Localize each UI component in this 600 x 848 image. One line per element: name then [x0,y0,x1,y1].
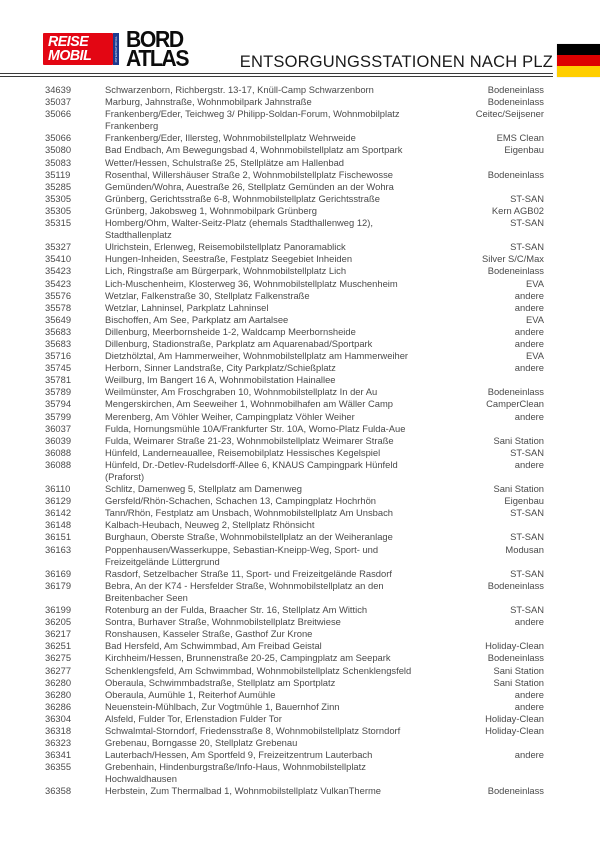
table-row [45,616,544,628]
table-row [45,640,544,652]
table-row [45,628,544,640]
type-cell: ST-SAN [510,446,544,458]
type-cell: Bodeneinlass [487,652,544,664]
type-cell: Silver S/C/Max [482,253,544,265]
location-cell: Bebra, An der K74 - Hersfelder Straße, Wohnmobilstellplatz an den Breitenbacher Seen [105,579,384,603]
type-cell: ST-SAN [510,604,544,616]
table-row [45,652,544,664]
location-cell: Oberaula, Schwimmbadstraße, Stellplatz am Sportplatz [105,676,336,688]
location-cell: Frankenberg/Eder, Teichweg 3/ Philipp-Soldan-Forum, Wohnmobilplatz Frankenberg [105,108,400,132]
plz-cell: 35789 [45,386,72,398]
location-cell: Sontra, Burhaver Straße, Wohnmobilstellplatz Breitwiese [105,616,341,628]
table-row [45,423,544,435]
table-row [45,398,544,410]
table-row [45,314,544,326]
plz-cell: 35576 [45,289,72,301]
type-cell: Holiday-Clean [485,724,544,736]
location-cell: Schwarzenborn, Richbergstr. 13-17, Knüll-Camp Schwarzenborn [105,84,374,95]
table-row [45,495,544,507]
type-cell: ST-SAN [510,241,544,253]
table-row [45,761,544,785]
table-row [45,362,544,374]
plz-cell: 35423 [45,265,72,277]
location-cell: Kirchheim/Hessen, Brunnenstraße 20-25, Campingplatz am Seepark [105,652,391,664]
type-cell: andere [514,325,544,337]
location-cell: Grebenau, Borngasse 20, Stellplatz Grebenau [105,737,298,749]
location-cell: Frankenberg/Eder, Illersteg, Wohnmobilstellplatz Wehrweide [105,132,356,144]
plz-cell: 36358 [45,785,72,797]
plz-cell: 36088 [45,446,72,458]
plz-cell: 36199 [45,604,72,616]
location-cell: Wetzlar, Lahninsel, Parkplatz Lahninsel [105,301,269,313]
location-cell: Lich-Muschenheim, Klosterweg 36, Wohnmobilstellplatz Muschenheim [105,277,398,289]
plz-cell: 35745 [45,362,72,374]
location-cell: Weilmünster, Am Froschgraben 10, Wohnmobilstellplatz In der Au [105,386,378,398]
plz-cell: 36280 [45,676,72,688]
table-row [45,374,544,386]
type-cell: EMS Clean [496,132,544,144]
plz-cell: 36088 [45,458,72,470]
location-cell: Fulda, Hornungsmühle 10A/Frankfurter Str. 10A, Womo-Platz Fulda-Aue [105,422,406,434]
plz-cell: 35083 [45,156,72,168]
plz-cell: 35305 [45,192,72,204]
table-row [45,326,544,338]
bordatlas-logo [126,26,193,71]
table-row [45,459,544,483]
type-cell: andere [514,700,544,712]
type-cell: andere [514,688,544,700]
location-cell: Wetzlar, Falkenstraße 30, Stellplatz Falkenstraße [105,289,310,301]
plz-cell: 36323 [45,737,72,749]
location-cell: Fulda, Weimarer Straße 21-23, Wohnmobilstellplatz Weimarer Straße [105,434,394,446]
type-cell: Bodeneinlass [487,785,544,797]
plz-cell: 36304 [45,712,72,724]
table-row [45,302,544,314]
plz-cell: 35305 [45,204,72,216]
plz-cell: 36169 [45,567,72,579]
table-row [45,785,544,797]
plz-cell: 36148 [45,519,72,531]
plz-cell: 36286 [45,700,72,712]
table-row [45,278,544,290]
location-cell: Gemünden/Wohra, Auestraße 26, Stellplatz Gemünden an der Wohra [105,180,394,192]
type-cell: Bodeneinlass [487,84,544,95]
plz-cell: 35066 [45,108,72,120]
location-cell: Hünfeld, Dr.-Detlev-Rudelsdorff-Allee 6, KNAUS Campingpark Hünfeld (Praforst) [105,458,398,482]
plz-cell: 35799 [45,410,72,422]
plz-cell: 35315 [45,217,72,229]
location-cell: Bischoffen, Am See, Parkplatz am Aartalsee [105,313,289,325]
location-cell: Poppenhausen/Wasserkuppe, Sebastian-Kneipp-Weg, Sport- und Freizeitgelände Lüttergrund [105,543,379,567]
location-cell: Hünfeld, Landerneauallee, Reisemobilplatz Hessisches Kegelspiel [105,446,381,458]
header-double-rule [0,73,553,77]
location-cell: Grünberg, Jakobsweg 1, Wohnmobilpark Grünberg [105,204,317,216]
type-cell: Ceitec/Seijsener [475,108,544,120]
table-row [45,169,544,181]
table-row [45,338,544,350]
type-cell: andere [514,337,544,349]
location-cell: Herborn, Sinner Landstraße, City Parkplatz/Schießplatz [105,362,336,374]
type-cell: Sani Station [493,483,544,495]
type-cell: Sani Station [493,434,544,446]
plz-cell: 36179 [45,579,72,591]
plz-cell: 35327 [45,241,72,253]
reisemobil-logo-line2: MOBIL [48,48,92,64]
international-ribbon-label: INTERNATIONAL [113,35,118,63]
location-cell: Schwalmtal-Storndorf, Friedensstraße 8, Wohnmobilstellplatz Storndorf [105,724,401,736]
location-cell: Kalbach-Heubach, Neuweg 2, Stellplatz Rhönsicht [105,519,315,531]
table-row [45,713,544,725]
plz-cell: 36318 [45,724,72,736]
type-cell: EVA [525,277,544,289]
table-row [45,568,544,580]
type-cell: Bodeneinlass [487,386,544,398]
table-row [45,290,544,302]
page-header [0,0,600,84]
plz-cell: 36110 [45,483,71,495]
location-cell: Weilburg, Im Bangert 16 A, Wohnmobilstation Hainallee [105,374,336,386]
type-cell: andere [514,301,544,313]
type-cell: ST-SAN [510,217,544,229]
plz-cell: 36251 [45,640,72,652]
location-cell: Dillenburg, Meerbornsheide 1-2, Waldcamp Meerbornsheide [105,325,356,337]
table-row [45,447,544,459]
type-cell: Eigenbau [504,495,544,507]
location-cell: Merenberg, Am Vöhler Weiher, Campingplatz Vöhler Weiher [105,410,355,422]
location-cell: Gersfeld/Rhön-Schachen, Schachen 13, Campingplatz Hochrhön [105,495,376,507]
logo-group [43,26,193,71]
reisemobil-logo-line1: REISE [48,34,89,50]
table-row [45,350,544,362]
plz-cell: 36039 [45,434,72,446]
table-row [45,193,544,205]
table-row [45,483,544,495]
location-cell: Schlitz, Damenweg 5, Stellplatz am Damenweg [105,483,302,495]
location-cell: Wetter/Hessen, Schulstraße 25, Stellplätze am Hallenbad [105,156,345,168]
plz-cell: 36037 [45,422,72,434]
plz-cell: 35037 [45,96,72,108]
plz-cell: 36151 [45,531,72,543]
type-cell: Bodeneinlass [487,579,544,591]
plz-cell: 36355 [45,761,72,773]
plz-cell: 36163 [45,543,72,555]
station-table [45,84,544,798]
plz-cell: 35066 [45,132,72,144]
location-cell: Rosenthal, Willershäuser Straße 2, Wohnmobilstellplatz Fischewosse [105,168,393,180]
table-row [45,205,544,217]
table-row [45,132,544,144]
type-cell: Bodeneinlass [487,96,544,108]
table-row [45,157,544,169]
plz-cell: 36205 [45,616,72,628]
table-row [45,604,544,616]
flag-stripe-gold [557,66,600,77]
table-row [45,84,544,96]
table-row [45,689,544,701]
location-cell: Homberg/Ohm, Walter-Seitz-Platz (ehemals Stadthallenweg 12), Stadthallenplatz [105,217,373,241]
bordatlas-logo-line1: BORD [126,26,183,52]
reisemobil-logo [43,33,113,65]
type-cell: Sani Station [493,664,544,676]
type-cell: EVA [525,313,544,325]
table-row [45,531,544,543]
table-row [45,701,544,713]
type-cell: Bodeneinlass [487,168,544,180]
table-row [45,507,544,519]
table-row [45,737,544,749]
location-cell: Alsfeld, Fulder Tor, Erlenstadion Fulder Tor [105,712,282,724]
location-cell: Marburg, Jahnstraße, Wohnmobilpark Jahnstraße [105,96,312,108]
table-row [45,519,544,531]
table-row [45,144,544,156]
table-row [45,108,544,132]
location-cell: Rotenburg an der Fulda, Braacher Str. 16, Stellplatz Am Wittich [105,604,368,616]
type-cell: Eigenbau [504,144,544,156]
table-row [45,435,544,447]
plz-cell: 35119 [45,168,71,180]
location-cell: Herbstein, Zum Thermalbad 1, Wohnmobilstellplatz VulkanTherme [105,785,381,797]
table-row [45,96,544,108]
bordatlas-logo-line2: ATLAS [126,45,189,71]
table-row [45,544,544,568]
location-cell: Schenklengsfeld, Am Schwimmbad, Wohnmobilstellplatz Schenklengsfeld [105,664,412,676]
plz-cell: 35423 [45,277,72,289]
location-cell: Bad Hersfeld, Am Schwimmbad, Am Freibad Geistal [105,640,322,652]
table-row [45,217,544,241]
type-cell: Kern AGB02 [491,204,544,216]
table-row [45,241,544,253]
type-cell: ST-SAN [510,567,544,579]
type-cell: andere [514,362,544,374]
location-cell: Grünberg, Gerichtsstraße 6-8, Wohnmobilstellplatz Gerichtsstraße [105,192,380,204]
table-row [45,677,544,689]
table-row [45,580,544,604]
plz-cell: 36275 [45,652,72,664]
plz-cell: 36217 [45,628,72,640]
type-cell: Bodeneinlass [487,265,544,277]
type-cell: EVA [525,350,544,362]
plz-cell: 36341 [45,749,72,761]
location-cell: Grebenhain, Hindenburgstraße/Info-Haus, Wohnmobilstellplatz Hochwaldhausen [105,761,366,785]
page-title: ENTSORGUNGSSTATIONEN NACH PLZ [239,53,553,71]
location-cell: Rasdorf, Setzelbacher Straße 11, Sport- und Freizeitgelände Rasdorf [105,567,392,579]
plz-cell: 36142 [45,507,72,519]
table-row [45,665,544,677]
type-cell: ST-SAN [510,192,544,204]
flag-stripe-red [557,55,600,66]
location-cell: Oberaula, Aumühle 1, Reiterhof Aumühle [105,688,276,700]
table-row [45,386,544,398]
type-cell: andere [514,289,544,301]
table-row [45,181,544,193]
plz-cell: 35649 [45,313,72,325]
plz-cell: 35683 [45,337,72,349]
plz-cell: 35683 [45,325,72,337]
location-cell: Lich, Ringstraße am Bürgerpark, Wohnmobilstellplatz Lich [105,265,347,277]
type-cell: Holiday-Clean [485,640,544,652]
location-cell: Hungen-Inheiden, Seestraße, Festplatz Seegebiet Inheiden [105,253,353,265]
location-cell: Mengerskirchen, Am Seeweiher 1, Wohnmobilhafen am Wäller Camp [105,398,393,410]
table-row [45,725,544,737]
location-cell: Ronshausen, Kasseler Straße, Gasthof Zur Krone [105,628,313,640]
type-cell: CamperClean [486,398,544,410]
type-cell: Sani Station [493,676,544,688]
table-row [45,411,544,423]
table-row [45,265,544,277]
flag-stripe-black [557,44,600,55]
type-cell: andere [514,410,544,422]
location-cell: Tann/Rhön, Festplatz am Unsbach, Wohnmobilstellplatz Am Unsbach [105,507,393,519]
plz-cell: 36280 [45,688,72,700]
international-ribbon [113,33,119,65]
type-cell: andere [514,458,544,470]
table-row [45,749,544,761]
plz-cell: 34639 [45,84,72,95]
german-flag-icon [557,44,600,77]
plz-cell: 35285 [45,180,72,192]
location-cell: Burghaun, Oberste Straße, Wohnmobilstellplatz an der Weiheranlage [105,531,393,543]
table-row [45,253,544,265]
plz-cell: 35781 [45,374,72,386]
type-cell: andere [514,749,544,761]
type-cell: andere [514,616,544,628]
location-cell: Ulrichstein, Erlenweg, Reisemobilstellplatz Panoramablick [105,241,346,253]
plz-cell: 35410 [45,253,72,265]
plz-cell: 35578 [45,301,72,313]
type-cell: Holiday-Clean [485,712,544,724]
location-cell: Lauterbach/Hessen, Am Sportfeld 9, Freizeitzentrum Lauterbach [105,749,373,761]
type-cell: Modusan [505,543,544,555]
plz-cell: 36129 [45,495,72,507]
location-cell: Neuenstein-Mühlbach, Zur Vogtmühle 1, Bauernhof Zinn [105,700,340,712]
type-cell: ST-SAN [510,531,544,543]
location-cell: Bad Endbach, Am Bewegungsbad 4, Wohnmobilstellplatz am Sportpark [105,144,403,156]
plz-cell: 35080 [45,144,72,156]
plz-cell: 35794 [45,398,72,410]
location-cell: Dietzhölztal, Am Hammerweiher, Wohnmobilstellplatz am Hammerweiher [105,350,409,362]
location-cell: Dillenburg, Stadionstraße, Parkplatz am Aquarenabad/Sportpark [105,337,373,349]
type-cell: ST-SAN [510,507,544,519]
plz-cell: 36277 [45,664,72,676]
plz-cell: 35716 [45,350,72,362]
